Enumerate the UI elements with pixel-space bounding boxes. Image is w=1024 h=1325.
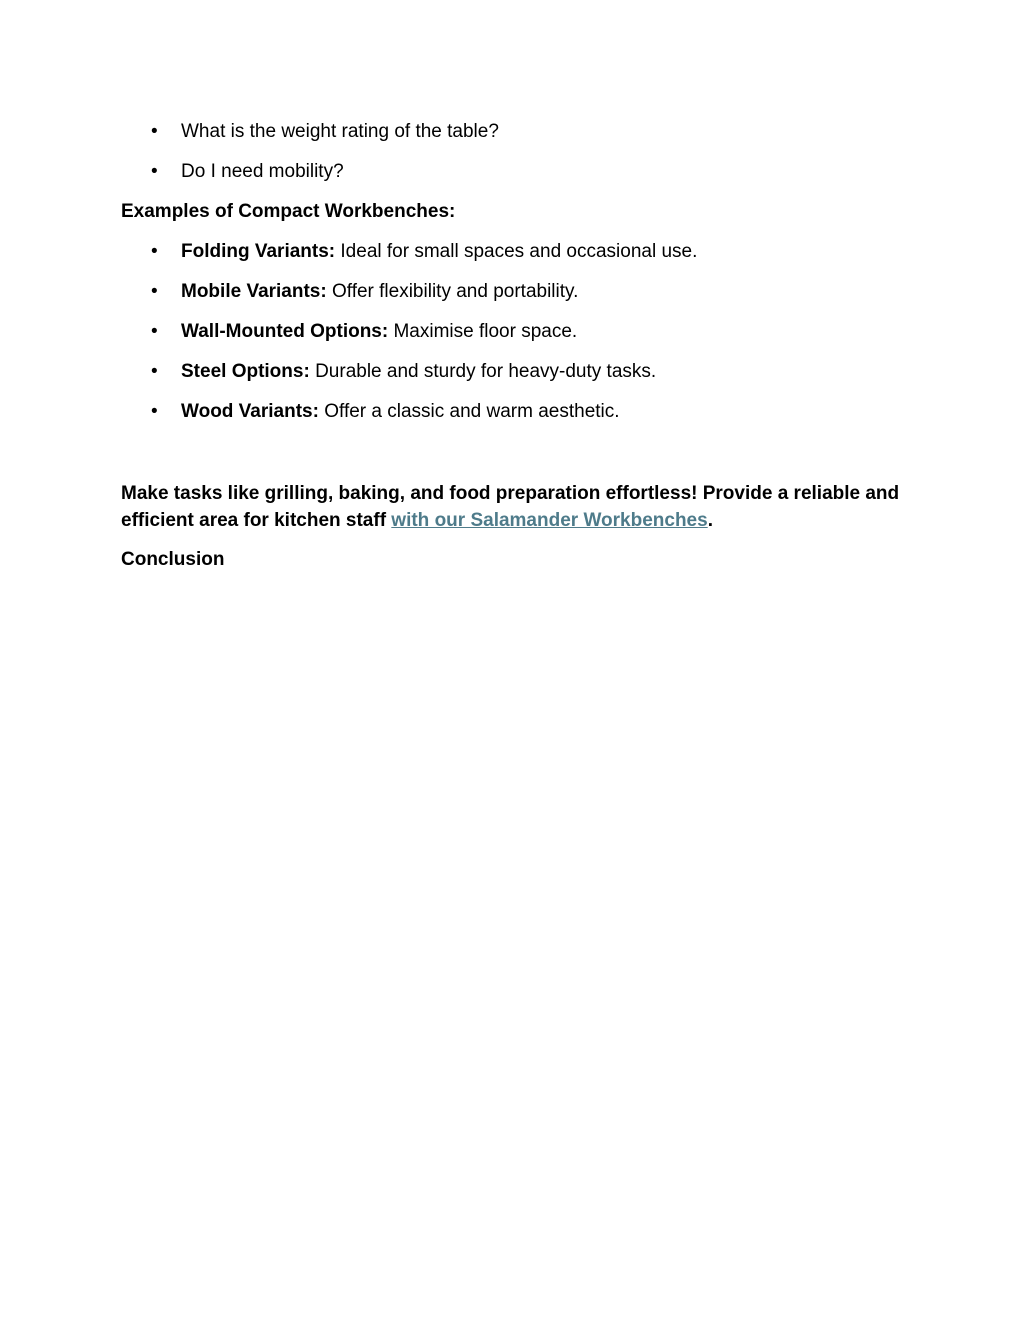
list-item-text: Offer a classic and warm aesthetic.: [318, 401, 620, 422]
examples-list: [121, 241, 697, 441]
bullet-icon: •: [151, 281, 158, 302]
list-item-text: Ideal for small spaces and occasional use.: [335, 241, 698, 262]
list-item: [121, 241, 697, 263]
cta-end: .: [707, 510, 713, 531]
list-item-label: Folding Variants:: [181, 241, 336, 262]
list-item: [121, 321, 697, 343]
bullet-icon: •: [151, 361, 158, 382]
list-item: [121, 401, 697, 423]
list-item-label: Mobile Variants:: [181, 281, 327, 302]
list-item: [121, 361, 697, 383]
bullet-icon: •: [151, 321, 158, 342]
list-item-text: Offer flexibility and portability.: [326, 281, 579, 302]
bullet-icon: •: [151, 121, 158, 142]
conclusion-heading: Conclusion: [121, 549, 225, 570]
bullet-icon: •: [151, 161, 158, 182]
bullet-icon: •: [151, 241, 158, 262]
list-item-text: What is the weight rating of the table?: [181, 121, 499, 142]
list-item: [121, 161, 499, 183]
list-item-text: Durable and sturdy for heavy-duty tasks.: [309, 361, 657, 382]
examples-heading: Examples of Compact Workbenches:: [121, 201, 456, 222]
cta-text: Make tasks like grilling, baking, and food preparation effortless! Provide a reliable and efficient area for kitchen staff: [121, 483, 900, 531]
list-item-text: Do I need mobility?: [181, 161, 344, 182]
intro-question-list: [121, 121, 499, 201]
list-item-label: Steel Options:: [181, 361, 310, 382]
bullet-icon: •: [151, 401, 158, 422]
list-item-label: Wall-Mounted Options:: [181, 321, 389, 342]
call-to-action-paragraph: [121, 480, 921, 534]
list-item-text: Maximise floor space.: [388, 321, 578, 342]
list-item: [121, 281, 697, 303]
list-item-label: Wood Variants:: [181, 401, 319, 422]
list-item: [121, 121, 499, 143]
salamander-workbenches-link[interactable]: with our Salamander Workbenches: [391, 510, 708, 531]
